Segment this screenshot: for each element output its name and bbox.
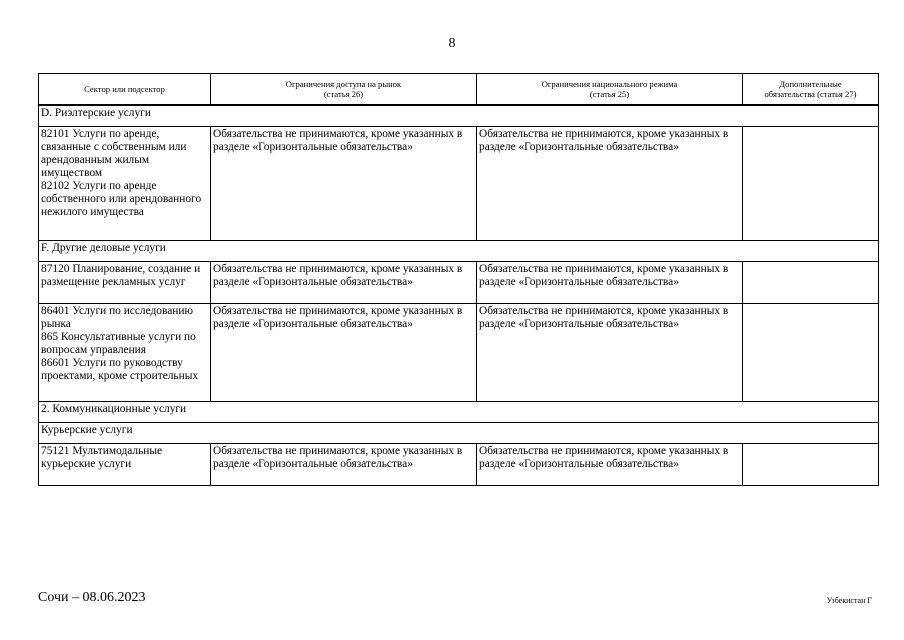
sector-line: 75121 Мультимодальные курьерские услуги bbox=[41, 445, 163, 470]
sector-line: 87120 Планирование, создание и размещение рекламных услуг bbox=[41, 263, 201, 288]
market-access-cell: Обязательства не принимаются, кроме указанных в разделе «Горизонтальные обязательства» bbox=[211, 262, 477, 304]
additional-cell bbox=[743, 444, 879, 486]
header-national-treatment: Ограничения национального режима (статья 25) bbox=[477, 74, 743, 106]
page-number: 8 bbox=[448, 36, 456, 51]
header-sector: Сектор или подсектор bbox=[39, 74, 211, 106]
sector-line: 865 Консультативные услуги по вопросам управления bbox=[41, 331, 196, 356]
sector-line: 82102 Услуги по аренде собственного или арендованного нежилого имущества bbox=[41, 180, 202, 218]
sector-cell bbox=[39, 304, 211, 402]
table-row bbox=[39, 304, 879, 402]
sector-line: 86401 Услуги по исследованию рынка bbox=[41, 305, 193, 330]
national-treatment-cell: Обязательства не принимаются, кроме указанных в разделе «Горизонтальные обязательства» bbox=[477, 127, 743, 241]
table-header-row bbox=[39, 74, 879, 106]
section-row bbox=[39, 105, 879, 127]
additional-cell bbox=[743, 304, 879, 402]
sector-cell bbox=[39, 444, 211, 486]
table-row bbox=[39, 262, 879, 304]
section-title-courier: Курьерские услуги bbox=[39, 423, 879, 444]
header-additional: Дополнительные обязательства (статья 27) bbox=[743, 74, 879, 106]
header-market-access: Ограничения доступа на рынок (статья 26) bbox=[211, 74, 477, 106]
national-treatment-cell: Обязательства не принимаются, кроме указанных в разделе «Горизонтальные обязательства» bbox=[477, 444, 743, 486]
section-title-other-business: F. Другие деловые услуги bbox=[39, 241, 879, 262]
commitments-table bbox=[38, 73, 879, 486]
table-row bbox=[39, 444, 879, 486]
section-row bbox=[39, 402, 879, 423]
national-treatment-cell: Обязательства не принимаются, кроме указанных в разделе «Горизонтальные обязательства» bbox=[477, 262, 743, 304]
market-access-cell: Обязательства не принимаются, кроме указанных в разделе «Горизонтальные обязательства» bbox=[211, 304, 477, 402]
additional-cell bbox=[743, 262, 879, 304]
national-treatment-cell: Обязательства не принимаются, кроме указанных в разделе «Горизонтальные обязательства» bbox=[477, 304, 743, 402]
market-access-cell: Обязательства не принимаются, кроме указанных в разделе «Горизонтальные обязательства» bbox=[211, 127, 477, 241]
sector-line: 86601 Услуги по руководству проектами, кроме строительных bbox=[41, 357, 199, 382]
sector-cell bbox=[39, 127, 211, 241]
additional-cell bbox=[743, 127, 879, 241]
sector-cell bbox=[39, 262, 211, 304]
section-title-realty: D. Риэлтерские услуги bbox=[39, 105, 879, 127]
section-row bbox=[39, 423, 879, 444]
table-row bbox=[39, 127, 879, 241]
section-title-communication: 2. Коммуникационные услуги bbox=[39, 402, 879, 423]
footer-country: Узбекистан Г bbox=[826, 596, 872, 605]
footer-place-date: Сочи – 08.06.2023 bbox=[38, 590, 146, 605]
market-access-cell: Обязательства не принимаются, кроме указанных в разделе «Горизонтальные обязательства» bbox=[211, 444, 477, 486]
sector-line: 82101 Услуги по аренде, связанные с собственным или арендованным жилым имуществом bbox=[41, 128, 187, 179]
section-row bbox=[39, 241, 879, 262]
